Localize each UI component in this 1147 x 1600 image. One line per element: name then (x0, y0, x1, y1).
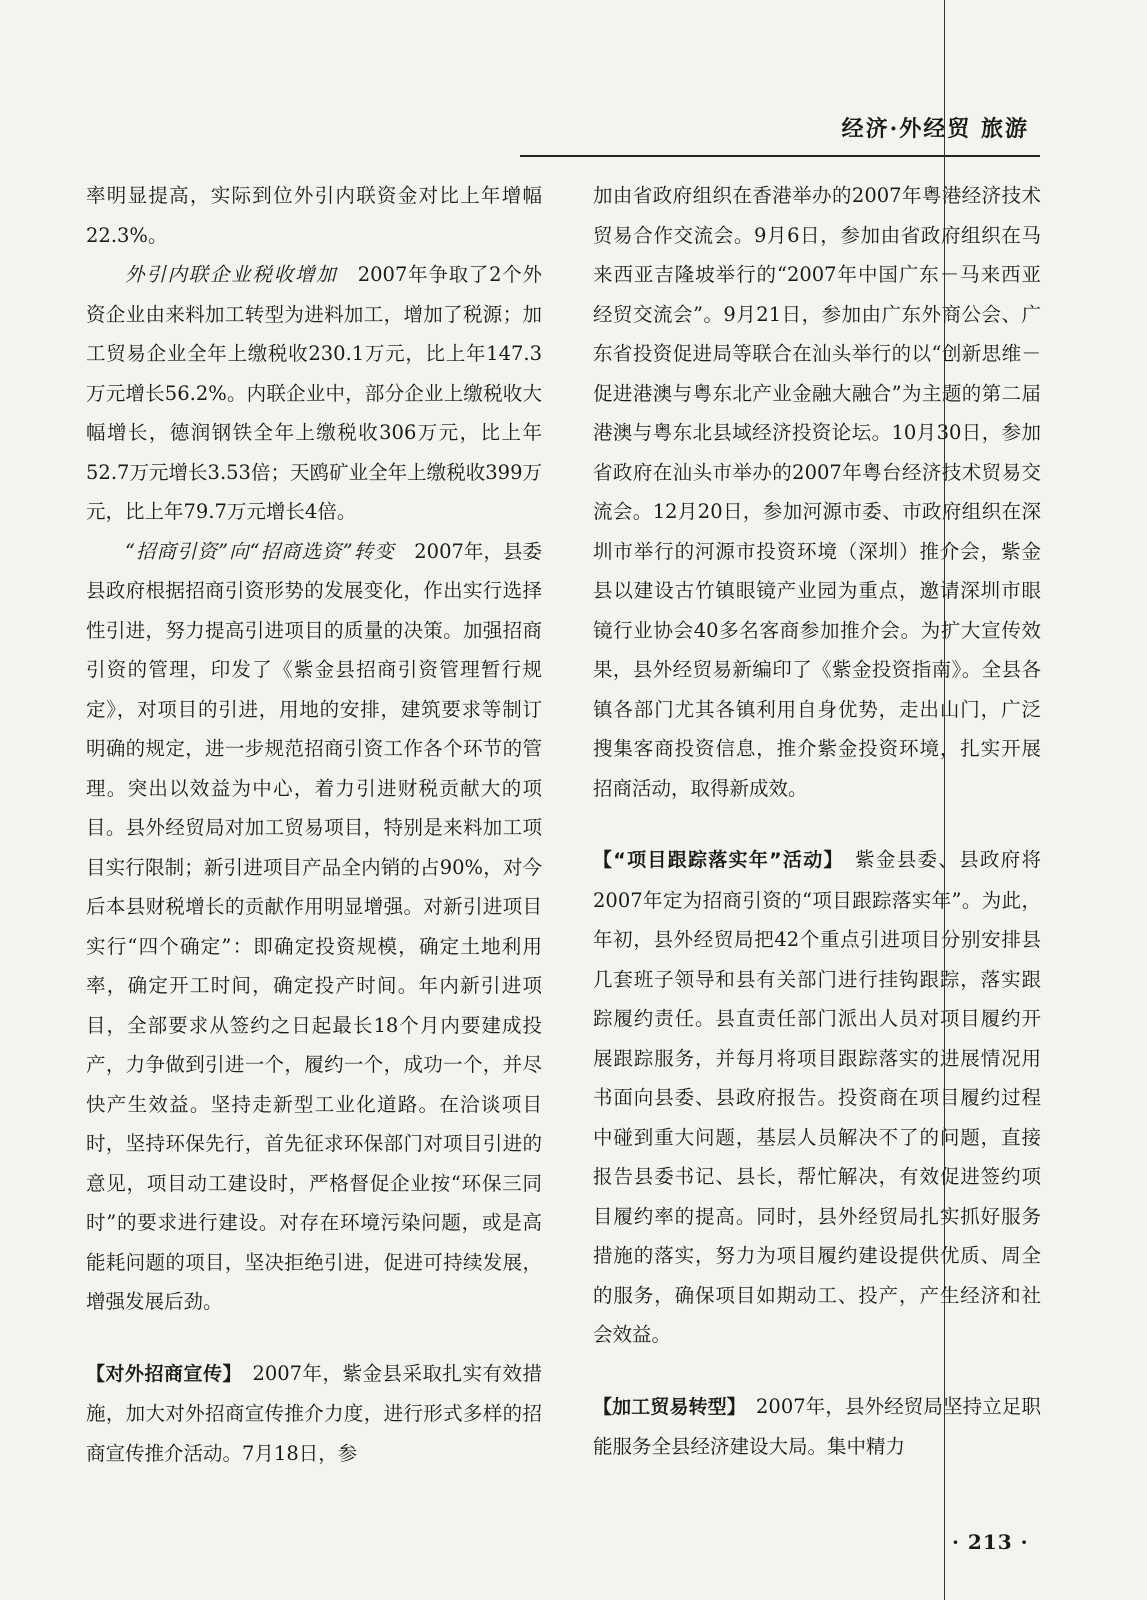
running-header: 经济·外经贸 旅游 (841, 116, 1029, 142)
paragraph-project-tracking (593, 840, 1041, 1355)
section-heading-processing-trade: 【加工贸易转型】 (593, 1395, 737, 1418)
body-tax-increase: 2007年争取了2个外资企业由来料加工转型为进料加工，增加了税源；加工贸易企业全年上缴税收230.1万元，比上年147.3万元增长56.2%。内联企业中，部分企业上缴税收大幅增长，德润钢铁全年上缴税收306万元，比上年52.7万元增长3.53倍；天鸥矿业全年上缴税收399万元，比上年79.7万元增长4倍。 (86, 263, 542, 523)
section-heading-external-promotion: 【对外招商宣传】 (86, 1362, 233, 1385)
right-column (593, 176, 1041, 1467)
paragraph-investment-selection (86, 532, 542, 1322)
body-external-promotion: 2007年，紫金县采取扎实有效措施，加大对外招商宣传推介力度，进行形式多样的招商宣传推介活动。7月18日，参 (86, 1361, 542, 1465)
section-gap (593, 1355, 1041, 1387)
paragraph-tax-increase (86, 255, 542, 532)
page-number: · 213 · (952, 1530, 1029, 1554)
left-column (86, 176, 542, 1473)
header-rule (520, 155, 1040, 157)
body-processing-trade: 2007年，县外经贸局坚持立足职能服务全县经济建设大局。集中精力 (593, 1394, 1041, 1458)
subheading-investment-selection: “招商引资”向“招商选资”转变 (125, 539, 395, 563)
paragraph-processing-trade (593, 1387, 1041, 1467)
body-investment-selection: 2007年，县委县政府根据招商引资形势的发展变化，作出实行选择性引进，努力提高引进项目的质量的决策。加强招商引资的管理，印发了《紫金县招商引资管理暂行规定》，对项目的引进，用地的安排，建筑要求等制订明确的规定，进一步规范招商引资工作各个环节的管理。突出以效益为中心，着力引进财税贡献大的项目。县外经贸局对加工贸易项目，特别是来料加工项目实行限制；新引进项目产品全内销的占90%，对今后本县财税增长的贡献作用明显增强。对新引进项目实行“四个确定”：即确定投资规模，确定土地利用率，确定开工时间，确定投产时间。年内新引进项目，全部要求从签约之日起最长18个月内要建成投产，力争做到引进一个，履约一个，成功一个，并尽快产生效益。坚持走新型工业化道路。在洽谈项目时，坚持环保先行，首先征求环保部门对项目引进的意见，项目动工建设时，严格督促企业按“环保三同时”的要求进行建设。对存在环境污染问题，或是高能耗问题的项目，坚决拒绝引进，促进可持续发展，增强发展后劲。 (86, 539, 542, 1313)
paragraph-external-promotion (86, 1354, 542, 1474)
section-gap (86, 1322, 542, 1354)
body-project-tracking: 紫金县委、县政府将2007年定为招商引资的“项目跟踪落实年”。为此，年初，县外经贸局把42个重点引进项目分别安排县几套班子领导和县有关部门进行挂钩跟踪，落实跟踪履约责任。县直责任部门派出人员对项目履约开展跟踪服务，并每月将项目跟踪落实的进展情况用书面向县委、县政府报告。投资商在项目履约过程中碰到重大问题，基层人员解决不了的问题，直接报告县委书记、县长，帮忙解决，有效促进签约项目履约率的提高。同时，县外经贸局扎实抓好服务措施的落实，努力为项目履约建设提供优质、周全的服务，确保项目如期动工、投产，产生经济和社会效益。 (593, 848, 1041, 1346)
section-heading-project-tracking: 【“项目跟踪落实年”活动】 (593, 849, 835, 871)
paragraph-growth-rate: 率明显提高，实际到位外引内联资金对比上年增幅22.3%。 (86, 184, 542, 247)
subheading-tax-increase: 外引内联企业税收增加 (125, 263, 338, 286)
section-gap (593, 808, 1041, 840)
paragraph-promotion-continued: 加由省政府组织在香港举办的2007年粤港经济技术贸易合作交流会。9月6日，参加由省政府组织在马来西亚吉隆坡举行的“2007年中国广东－马来西亚经贸交流会”。9月21日，参加由广东外商公会、广东省投资促进局等联合在汕头举行的以“创新思维－促进港澳与粤东北产业金融大融合”为主题的第二届港澳与粤东北县域经济投资论坛。10月30日，参加省政府在汕头市举办的2007年粤台经济技术贸易交流会。12月20日，参加河源市委、市政府组织在深圳市举行的河源市投资环境（深圳）推介会，紫金县以建设古竹镇眼镜产业园为重点，邀请深圳市眼镜行业协会40多名客商参加推介会。为扩大宣传效果，县外经贸易新编印了《紫金投资指南》。全县各镇各部门尤其各镇利用自身优势，走出山门，广泛搜集客商投资信息，推介紫金投资环境，扎实开展招商活动，取得新成效。 (593, 184, 1041, 800)
